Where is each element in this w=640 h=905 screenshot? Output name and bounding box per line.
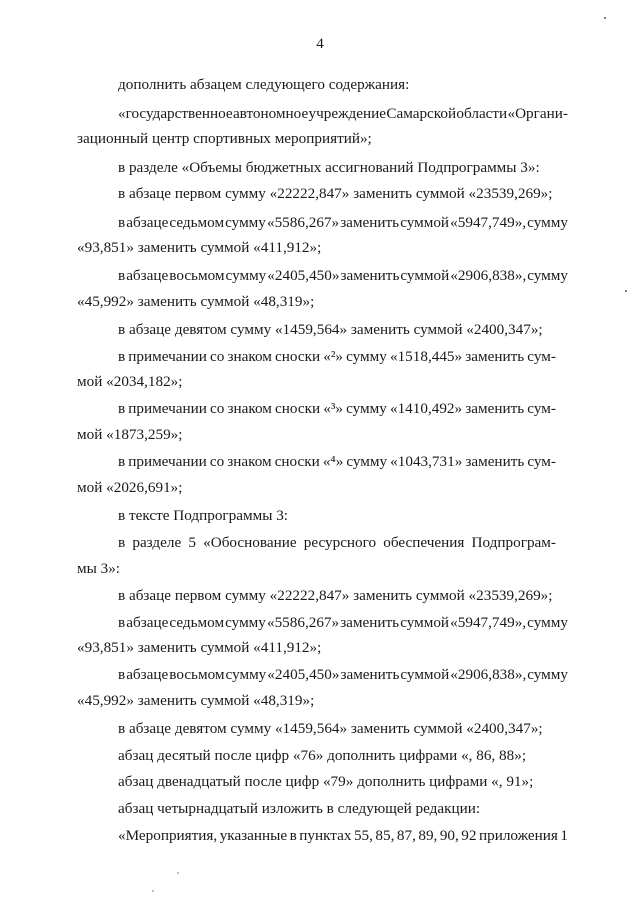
word: 5: [188, 534, 196, 551]
word: 90,: [439, 827, 459, 844]
word: «Органи-: [507, 105, 568, 122]
word: Самарской: [386, 105, 457, 122]
word: «Обоснование: [203, 534, 297, 551]
word: абзаце: [126, 614, 169, 631]
word: седьмом: [169, 214, 225, 231]
word: со: [210, 400, 225, 417]
word: сумму: [346, 348, 387, 365]
word: заменить: [465, 348, 525, 365]
text-line: зационный центр спортивных мероприятий»;: [77, 130, 372, 147]
scan-speck: [604, 17, 606, 19]
word: в: [118, 614, 126, 631]
word: восьмом: [169, 666, 225, 683]
word: 1: [560, 827, 568, 844]
text-line: [118, 106, 568, 121]
word: приложения: [478, 827, 558, 844]
word: в: [118, 348, 126, 365]
text-line: [118, 401, 556, 416]
word: заменить: [465, 453, 525, 470]
text-line: в абзаце первом сумму «22222,847» заменить суммой «23539,269»;: [118, 587, 553, 604]
word: со: [210, 348, 225, 365]
text-line: в абзаце девятом сумму «1459,564» заменить суммой «2400,347»;: [118, 321, 543, 338]
word: в: [118, 666, 126, 683]
word: суммой: [400, 614, 450, 631]
scan-speck: [152, 890, 154, 892]
text-line: [118, 268, 568, 283]
word: примечании: [128, 453, 207, 470]
text-line: мой «1873,259»;: [77, 426, 183, 443]
word: 85,: [375, 827, 395, 844]
word: 92: [461, 827, 477, 844]
word: 89,: [418, 827, 438, 844]
text-line: [118, 349, 556, 364]
word: указанные: [219, 827, 288, 844]
word: примечании: [128, 400, 207, 417]
word: суммой: [400, 214, 450, 231]
text-line: «45,992» заменить суммой «48,319»;: [77, 293, 315, 310]
word: сноски: [275, 348, 321, 365]
word: «²»: [323, 348, 343, 365]
word: «2906,838»,: [450, 666, 527, 683]
text-line: [118, 667, 568, 682]
word: заменить: [340, 214, 400, 231]
word: 55,: [353, 827, 373, 844]
text-line: мой «2034,182»;: [77, 373, 183, 390]
word: сумму: [346, 453, 388, 470]
word: «Мероприятия,: [118, 827, 218, 844]
word: абзаце: [126, 666, 169, 683]
word: сумму: [346, 400, 387, 417]
text-line: в абзаце девятом сумму «1459,564» заменить суммой «2400,347»;: [118, 720, 543, 737]
word: знаком: [227, 400, 272, 417]
word: заменить: [340, 666, 400, 683]
text-line: [118, 615, 568, 630]
word: «5947,749»,: [450, 214, 527, 231]
word: в: [118, 400, 126, 417]
word: обеспечения: [383, 534, 465, 551]
word: «2405,450»: [267, 267, 340, 284]
word: сумму: [527, 267, 568, 284]
word: в: [118, 453, 126, 470]
word: «5947,749»,: [450, 614, 527, 631]
word: разделе: [132, 534, 182, 551]
word: сумму: [225, 666, 267, 683]
text-line: мой «2026,691»;: [77, 479, 183, 496]
text-line: [118, 454, 556, 469]
word: «³»: [323, 400, 343, 417]
word: сум-: [527, 453, 556, 470]
word: пунктах: [299, 827, 352, 844]
word: сумму: [527, 666, 568, 683]
word: суммой: [400, 666, 450, 683]
word: знаком: [227, 453, 272, 470]
word: в: [118, 214, 126, 231]
word: области: [456, 105, 508, 122]
text-line: «45,992» заменить суммой «48,319»;: [77, 692, 315, 709]
word: в: [118, 534, 126, 551]
text-line: «93,851» заменить суммой «411,912»;: [77, 239, 322, 256]
word: сумму: [225, 267, 267, 284]
scan-speck: [625, 290, 627, 292]
word: суммой: [400, 267, 450, 284]
word: Подпрограм-: [471, 534, 556, 551]
word: сумму: [225, 614, 266, 631]
text-line: [118, 215, 568, 230]
text-line: [118, 828, 568, 843]
page-number: 4: [316, 36, 324, 52]
word: «⁴»: [322, 453, 344, 470]
text-line: абзац десятый после цифр «76» дополнить цифрами «, 86, 88»;: [118, 747, 527, 764]
text-line: абзац двенадцатый после цифр «79» дополнить цифрами «, 91»;: [118, 773, 534, 790]
word: со: [209, 453, 225, 470]
word: сумму: [225, 214, 266, 231]
scan-speck: [177, 872, 179, 874]
word: «5586,267»: [266, 614, 340, 631]
word: учреждение: [308, 105, 387, 122]
word: абзаце: [126, 267, 169, 284]
word: автономное: [232, 105, 309, 122]
word: «1518,445»: [389, 348, 463, 365]
word: «2405,450»: [267, 666, 340, 683]
word: сумму: [527, 214, 568, 231]
text-line: мы 3»:: [77, 560, 121, 577]
word: в: [118, 267, 126, 284]
word: восьмом: [169, 267, 225, 284]
word: знаком: [227, 348, 272, 365]
word: сноски: [275, 400, 321, 417]
word: «1043,731»: [390, 453, 463, 470]
word: заменить: [465, 400, 525, 417]
word: заменить: [340, 267, 400, 284]
word: «государственное: [118, 105, 233, 122]
word: седьмом: [169, 614, 225, 631]
word: «5586,267»: [266, 214, 340, 231]
text-line: в абзаце первом сумму «22222,847» заменить суммой «23539,269»;: [118, 185, 553, 202]
word: примечании: [128, 348, 207, 365]
text-line: дополнить абзацем следующего содержания:: [118, 76, 410, 93]
word: сумму: [527, 614, 568, 631]
word: в: [289, 827, 297, 844]
text-line: «93,851» заменить суммой «411,912»;: [77, 639, 322, 656]
text-line: абзац четырнадцатый изложить в следующей редакции:: [118, 800, 481, 817]
word: 87,: [396, 827, 416, 844]
word: «2906,838»,: [450, 267, 527, 284]
word: «1410,492»: [389, 400, 463, 417]
word: сум-: [527, 348, 556, 365]
word: сум-: [527, 400, 556, 417]
text-line: в тексте Подпрограммы 3:: [118, 507, 289, 524]
word: сноски: [274, 453, 320, 470]
word: заменить: [340, 614, 400, 631]
text-line: [118, 535, 556, 550]
text-line: в разделе «Объемы бюджетных ассигнований Подпрограммы 3»:: [118, 159, 540, 176]
word: абзаце: [126, 214, 169, 231]
word: ресурсного: [303, 534, 377, 551]
